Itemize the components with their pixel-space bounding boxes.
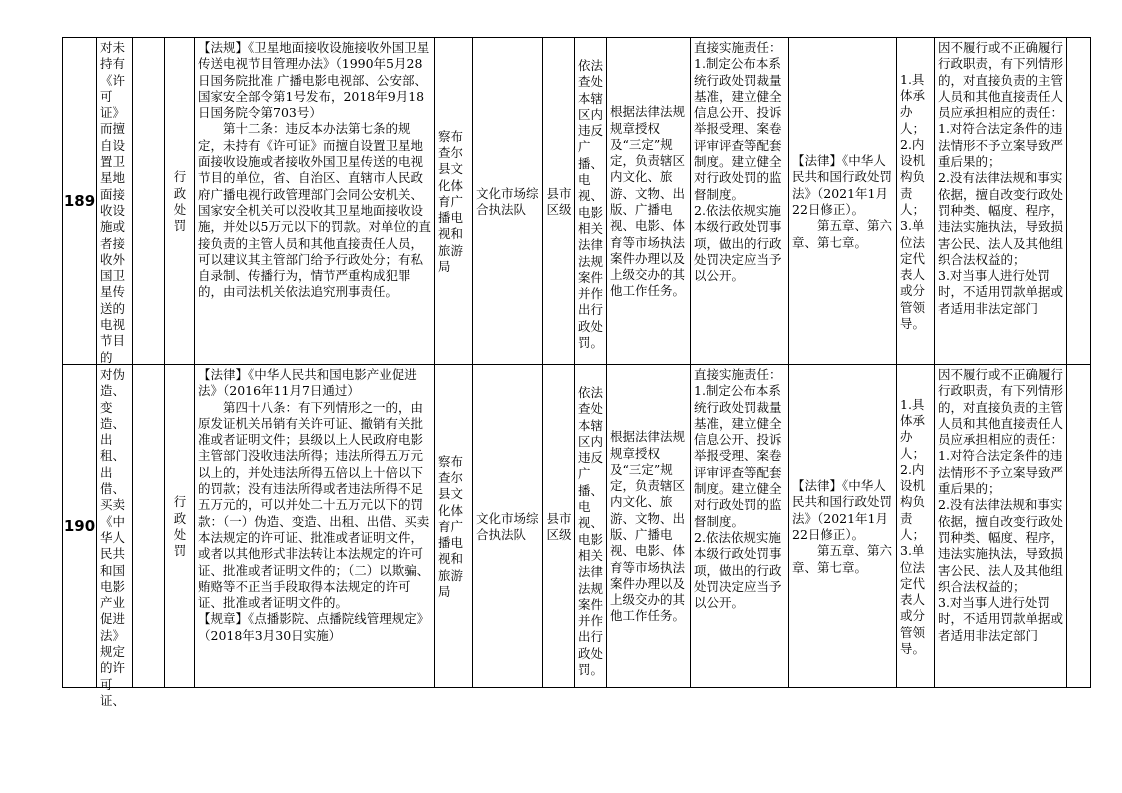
admin-level: 县市区级 bbox=[546, 510, 572, 542]
resp-basis-cell bbox=[789, 38, 897, 365]
content-cell bbox=[575, 365, 607, 688]
blank-cell bbox=[1067, 38, 1091, 365]
blank-cell bbox=[133, 38, 165, 365]
responsibility: 直接实施责任： 1.制定公布本系统行政处罚裁量基准，建立健全信息公开、投诉举报受理、案卷评审评查等配套制度。建立健全对行政处罚的监督制度。 2.依法依规实施本级行政处罚事项，做出的行政处罚决定应当予以公开。 bbox=[694, 367, 782, 611]
blank-cell bbox=[133, 365, 165, 688]
basis-paragraph: 第十二条：违反本办法第七条的规定，未持有《许可证》而擅自设置卫星地面接收设施或者接收外国卫星传送的电视节目的单位，省、自治区、直辖市人民政府广播电视行政管理部门会同公安机关、国家安全机关可以没收其卫星地面接收设施，并处以5万元以下的罚款。对单位的直接负责的主管人员和其他直接责任人员，可以建议其主管部门给予行政处分；有私自录制、传播行为，情节严重构成犯罪的，由司法机关依法追究刑事责任。 bbox=[198, 121, 431, 300]
resp-basis bbox=[792, 478, 894, 576]
implementing-dept: 察布查尔县文化体育广播电视和旅游局 bbox=[438, 128, 464, 275]
category-cell bbox=[165, 365, 195, 688]
responsible-subjects: 1.具体承办人； 2.内设机构负责人； 3.单位法定代表人或分管领导。 bbox=[900, 71, 926, 332]
item-name: 对未持有《许可证》而擅自设置卫星地面接收设施或者接收外国卫星传送的电视节目的 bbox=[100, 40, 126, 365]
exec-unit-cell bbox=[473, 38, 543, 365]
duty-basis: 根据法律法规规章授权及“三定”规定，负责辖区内文化、旅游、文物、出版、广播电视、电影、体育等市场执法案件办理以及上级交办的其他工作任务。 bbox=[610, 104, 686, 299]
subjects-cell bbox=[897, 38, 935, 365]
accountability: 因不履行或不正确履行行政职责，有下列情形的，对直接负责的主管人员和其他直接责任人员应承担相应的责任： 1.对符合法定条件的违法情形不予立案导致严重后果的； 2.没有法律法规和事实依据，擅自改变行政处罚种类、幅度、程序，违法实施执法，导致损害公民、法人及其他组织合法权益的； 3.对当事人进行处罚时，不适用罚款单据或者适用非法定部门 bbox=[938, 40, 1064, 316]
exec-unit-cell bbox=[473, 365, 543, 688]
resp-basis bbox=[792, 153, 894, 251]
category: 行政处罚 bbox=[173, 169, 187, 234]
table-row bbox=[63, 365, 1091, 688]
executing-unit: 文化市场综合执法队 bbox=[476, 185, 539, 217]
responsibility-cell bbox=[691, 38, 789, 365]
resp-basis-cell bbox=[789, 365, 897, 688]
responsible-subjects: 1.具体承办人； 2.内设机构负责人； 3.单位法定代表人或分管领导。 bbox=[900, 396, 926, 657]
dept-cell bbox=[435, 365, 473, 688]
duty-basis-cell bbox=[607, 38, 691, 365]
basis-paragraph: 【规章】《点播影院、点播院线管理规定》（2018年3月30日实施） bbox=[198, 611, 430, 643]
content-cell bbox=[575, 38, 607, 365]
basis-paragraph: 【法律】《中华人民共和国电影产业促进法》（2016年11月7日通过） bbox=[198, 367, 417, 399]
accountability-cell bbox=[935, 38, 1067, 365]
responsibility-cell bbox=[691, 365, 789, 688]
resp-basis-chapters: 第五章、第六章、第七章。 bbox=[792, 218, 893, 250]
legal-basis bbox=[198, 367, 432, 687]
duty-basis-cell bbox=[607, 365, 691, 688]
table-row bbox=[63, 38, 1091, 365]
power-list-table bbox=[62, 37, 1091, 708]
row-number-cell bbox=[63, 38, 97, 365]
accountability: 因不履行或不正确履行行政职责，有下列情形的，对直接负责的主管人员和其他直接责任人员应承担相应的责任： 1.对符合法定条件的违法情形不予立案导致严重后果的； 2.没有法律法规和事实依据，擅自改变行政处罚种类、幅度、程序，违法实施执法，导致损害公民、法人及其他组织合法权益的； 3.对当事人进行处罚时，不适用罚款单据或者适用非法定部门 bbox=[938, 367, 1064, 643]
subjects-cell bbox=[897, 365, 935, 688]
item-name-cell bbox=[97, 365, 133, 708]
row-number: 190 bbox=[63, 516, 96, 535]
dept-cell bbox=[435, 38, 473, 365]
legal-basis-cell bbox=[195, 365, 435, 688]
basis-paragraph: 第四十八条：有下列情形之一的，由原发证机关吊销有关许可证、撤销有关批准或者证明文件；县级以上人民政府电影主管部门没收违法所得；违法所得五万元以上的，并处违法所得五倍以上十倍以下的罚款；没有违法所得或者违法所得不足五万元的，可以并处二十五万元以下的罚款：（一）伪造、变造、出租、出借、买卖本法规定的许可证、批准或者证明文件，或者以其他形式非法转让本法规定的许可证、批准或者证明文件的；（二）以欺骗、贿赂等不正当手段取得本法规定的许可证、批准或者证明文件的。 bbox=[198, 399, 430, 611]
item-name-cell bbox=[97, 38, 133, 365]
legal-basis bbox=[198, 40, 432, 364]
legal-basis-cell bbox=[195, 38, 435, 365]
executing-unit: 文化市场综合执法队 bbox=[476, 510, 539, 542]
row-number: 189 bbox=[63, 191, 96, 210]
item-name: 对伪造、变造、出租、出借、买卖《中华人民共和国电影产业促进法》规定的许可证、 bbox=[100, 367, 126, 708]
responsibility: 直接实施责任： 1.制定公布本系统行政处罚裁量基准，建立健全信息公开、投诉举报受理、案卷评审评查等配套制度。建立健全对行政处罚的监督制度。 2.依法依规实施本级行政处罚事项，做出的行政处罚决定应当予以公开。 bbox=[694, 40, 782, 284]
duty-basis: 根据法律法规规章授权及“三定”规定，负责辖区内文化、旅游、文物、出版、广播电视、电影、体育等市场执法案件办理以及上级交办的其他工作任务。 bbox=[610, 429, 686, 624]
resp-basis-law: 【法律】《中华人民共和国行政处罚法》（2021年1月22日修正）。 bbox=[792, 478, 893, 542]
level-cell bbox=[543, 365, 575, 688]
row-number-cell bbox=[63, 365, 97, 688]
category: 行政处罚 bbox=[173, 494, 187, 559]
category-cell bbox=[165, 38, 195, 365]
blank-cell bbox=[1067, 365, 1091, 688]
level-cell bbox=[543, 38, 575, 365]
resp-basis-chapters: 第五章、第六章、第七章。 bbox=[792, 543, 893, 575]
accountability-cell bbox=[935, 365, 1067, 688]
basis-paragraph: 【法规】《卫星地面接收设施接收外国卫星传送电视节目管理办法》（1990年5月28日国务院批准 广播电影电视部、公安部、国家安全部令第1号发布，2018年9月18日国务院令第703号） bbox=[198, 40, 430, 121]
admin-level: 县市区级 bbox=[546, 185, 572, 217]
implementing-dept: 察布查尔县文化体育广播电视和旅游局 bbox=[438, 453, 464, 600]
duty-content: 依法查处本辖区内违反广播、电视、电影相关法律法规案件并作出行政处罚。 bbox=[578, 58, 604, 351]
resp-basis-law: 【法律】《中华人民共和国行政处罚法》（2021年1月22日修正）。 bbox=[792, 153, 893, 217]
duty-content: 依法查处本辖区内违反广播、电视、电影相关法律法规案件并作出行政处罚。 bbox=[578, 385, 604, 678]
